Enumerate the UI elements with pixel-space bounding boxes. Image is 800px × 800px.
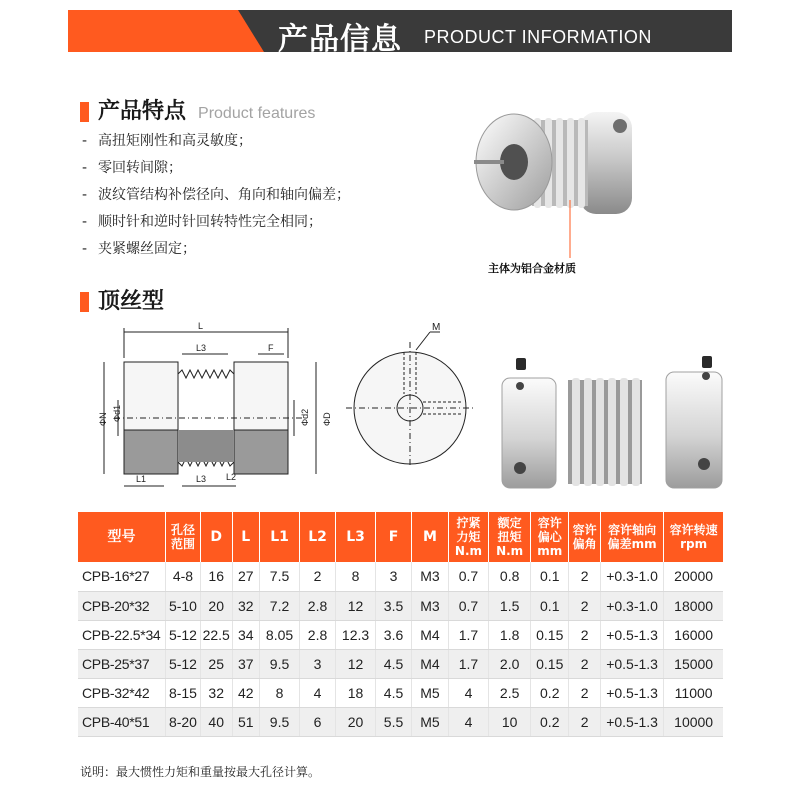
table-cell: 7.2: [259, 591, 299, 620]
coupling-photo: [470, 90, 650, 260]
table-cell: 12: [335, 591, 375, 620]
table-row: [78, 707, 723, 736]
table-row: [78, 678, 723, 707]
table-cell: 9.5: [259, 707, 299, 736]
table-cell: 4: [300, 678, 336, 707]
table-cell: 20: [200, 591, 232, 620]
table-cell: 4.5: [376, 649, 412, 678]
table-cell: +0.5-1.3: [600, 649, 663, 678]
table-cell: 42: [232, 678, 259, 707]
parts-illustration: [496, 350, 726, 500]
table-cell: 2.8: [300, 620, 336, 649]
table-cell: 2: [569, 591, 601, 620]
table-cell: 8: [335, 562, 375, 591]
table-row: [78, 562, 723, 591]
table-cell: 8: [259, 678, 299, 707]
table-row: [78, 649, 723, 678]
end-view-drawing: [340, 318, 480, 468]
table-cell: M3: [411, 562, 448, 591]
table-cell: CPB-25*37: [78, 649, 166, 678]
table-cell: 2: [569, 678, 601, 707]
table-cell: 3: [300, 649, 336, 678]
table-cell: 5-12: [166, 649, 201, 678]
table-cell: 0.2: [531, 707, 569, 736]
feature-list: [82, 128, 350, 263]
dim-label-l1: L1: [136, 474, 147, 484]
dim-label-l: L: [198, 321, 204, 331]
table-cell: 25: [200, 649, 232, 678]
table-cell: 40: [200, 707, 232, 736]
table-cell: 2.0: [489, 649, 531, 678]
dim-label-l3-top: L3: [196, 343, 207, 353]
dim-label-f: F: [268, 343, 274, 353]
table-cell: 0.7: [448, 591, 488, 620]
table-cell: 4: [448, 678, 488, 707]
header-banner: [68, 10, 732, 57]
list-item: - 波纹管结构补偿径向、角向和轴向偏差；: [82, 187, 350, 203]
list-item: - 高扭矩刚性和高灵敏度；: [82, 133, 252, 149]
table-cell: 0.1: [531, 562, 569, 591]
table-cell: 15000: [664, 649, 723, 678]
table-cell: 0.15: [531, 649, 569, 678]
table-cell: 2.5: [489, 678, 531, 707]
table-cell: 10000: [664, 707, 723, 736]
table-cell: 1.8: [489, 620, 531, 649]
col-header-speed: 容许转速 rpm: [664, 512, 723, 562]
heading-marker: [80, 102, 89, 122]
footnote: 说明：最大惯性力矩和重量按最大孔径计算。: [80, 765, 321, 779]
table-cell: CPB-16*27: [78, 562, 166, 591]
col-header-f: F: [376, 512, 412, 562]
table-cell: 2: [569, 562, 601, 591]
table-row: [78, 591, 723, 620]
col-header-bore-range: 孔径 范围: [166, 512, 201, 562]
table-cell: 12.3: [335, 620, 375, 649]
table-cell: 6: [300, 707, 336, 736]
table-cell: 10: [489, 707, 531, 736]
table-cell: 2.8: [300, 591, 336, 620]
dim-label-m: M: [432, 322, 441, 333]
table-cell: 2: [569, 649, 601, 678]
table-cell: M4: [411, 620, 448, 649]
dim-label-l3-bottom: L3: [196, 474, 207, 484]
table-cell: 4.5: [376, 678, 412, 707]
table-cell: 16: [200, 562, 232, 591]
list-item: - 夹紧螺丝固定；: [82, 241, 196, 257]
table-cell: 18: [335, 678, 375, 707]
table-cell: 8-20: [166, 707, 201, 736]
table-header-row: [78, 512, 723, 562]
col-header-l3: L3: [335, 512, 375, 562]
table-cell: 18000: [664, 591, 723, 620]
table-cell: 4: [448, 707, 488, 736]
table-cell: +0.5-1.3: [600, 620, 663, 649]
features-heading: [80, 94, 315, 125]
table-cell: +0.3-1.0: [600, 562, 663, 591]
col-header-l2: L2: [300, 512, 336, 562]
table-cell: 9.5: [259, 649, 299, 678]
table-cell: 16000: [664, 620, 723, 649]
table-cell: 2: [300, 562, 336, 591]
table-cell: CPB-20*32: [78, 591, 166, 620]
col-header-m: M: [411, 512, 448, 562]
table-cell: 20: [335, 707, 375, 736]
dim-label-d1: Φd1: [112, 404, 122, 422]
features-title-cn: 产品特点: [98, 99, 187, 124]
list-item: - 顺时针和逆时针回转特性完全相同；: [82, 214, 322, 230]
table-cell: 0.1: [531, 591, 569, 620]
table-cell: 3.5: [376, 591, 412, 620]
table-cell: 0.2: [531, 678, 569, 707]
table-cell: 0.15: [531, 620, 569, 649]
table-cell: 32: [232, 591, 259, 620]
table-cell: 1.7: [448, 620, 488, 649]
col-header-l1: L1: [259, 512, 299, 562]
table-cell: 11000: [664, 678, 723, 707]
table-cell: 0.7: [448, 562, 488, 591]
table-cell: 1.5: [489, 591, 531, 620]
banner-accent: [68, 10, 264, 52]
dim-label-d2: Φd2: [300, 408, 310, 426]
spec-table: [78, 512, 723, 737]
table-row: [78, 620, 723, 649]
table-cell: CPB-40*51: [78, 707, 166, 736]
table-cell: 1.7: [448, 649, 488, 678]
table-cell: 3.6: [376, 620, 412, 649]
table-cell: 27: [232, 562, 259, 591]
table-cell: 4-8: [166, 562, 201, 591]
col-header-angle: 容许 偏角: [569, 512, 601, 562]
table-cell: 5-10: [166, 591, 201, 620]
table-cell: CPB-22.5*34: [78, 620, 166, 649]
col-header-d: D: [200, 512, 232, 562]
table-cell: 2: [569, 707, 601, 736]
table-cell: 7.5: [259, 562, 299, 591]
table-cell: 5.5: [376, 707, 412, 736]
table-cell: M4: [411, 649, 448, 678]
dim-label-l2: L2: [226, 472, 237, 482]
table-cell: 37: [232, 649, 259, 678]
dim-label-dd: ΦD: [322, 412, 332, 426]
col-header-model: 型号: [78, 512, 166, 562]
table-cell: 34: [232, 620, 259, 649]
list-item: - 零回转间隙；: [82, 160, 182, 176]
table-cell: 51: [232, 707, 259, 736]
table-cell: 3: [376, 562, 412, 591]
table-cell: 12: [335, 649, 375, 678]
table-cell: M5: [411, 707, 448, 736]
features-title-en: Product features: [198, 105, 316, 122]
table-cell: +0.5-1.3: [600, 678, 663, 707]
col-header-tightening-torque: 拧紧 力矩 N.m: [448, 512, 488, 562]
photo-caption: 主体为铝合金材质: [488, 262, 576, 275]
table-cell: 8.05: [259, 620, 299, 649]
table-cell: 2: [569, 620, 601, 649]
table-cell: 8-15: [166, 678, 201, 707]
header-title-en: PRODUCT INFORMATION: [424, 27, 652, 47]
col-header-axial: 容许轴向 偏差mm: [600, 512, 663, 562]
table-cell: CPB-32*42: [78, 678, 166, 707]
col-header-l: L: [232, 512, 259, 562]
col-header-eccentricity: 容许 偏心 mm: [531, 512, 569, 562]
table-cell: 0.8: [489, 562, 531, 591]
table-cell: 5-12: [166, 620, 201, 649]
header-title-cn: 产品信息: [278, 22, 402, 57]
table-cell: 32: [200, 678, 232, 707]
table-cell: +0.5-1.3: [600, 707, 663, 736]
heading-marker: [80, 292, 89, 312]
table-cell: 20000: [664, 562, 723, 591]
col-header-rated-torque: 额定 扭矩 N.m: [489, 512, 531, 562]
table-cell: +0.3-1.0: [600, 591, 663, 620]
dim-label-n: ΦN: [98, 412, 108, 426]
table-cell: M5: [411, 678, 448, 707]
table-cell: 22.5: [200, 620, 232, 649]
table-cell: M3: [411, 591, 448, 620]
table-body: [78, 562, 723, 736]
type-heading: [80, 284, 164, 315]
type-title-cn: 顶丝型: [98, 289, 165, 314]
side-view-drawing: [78, 318, 332, 498]
